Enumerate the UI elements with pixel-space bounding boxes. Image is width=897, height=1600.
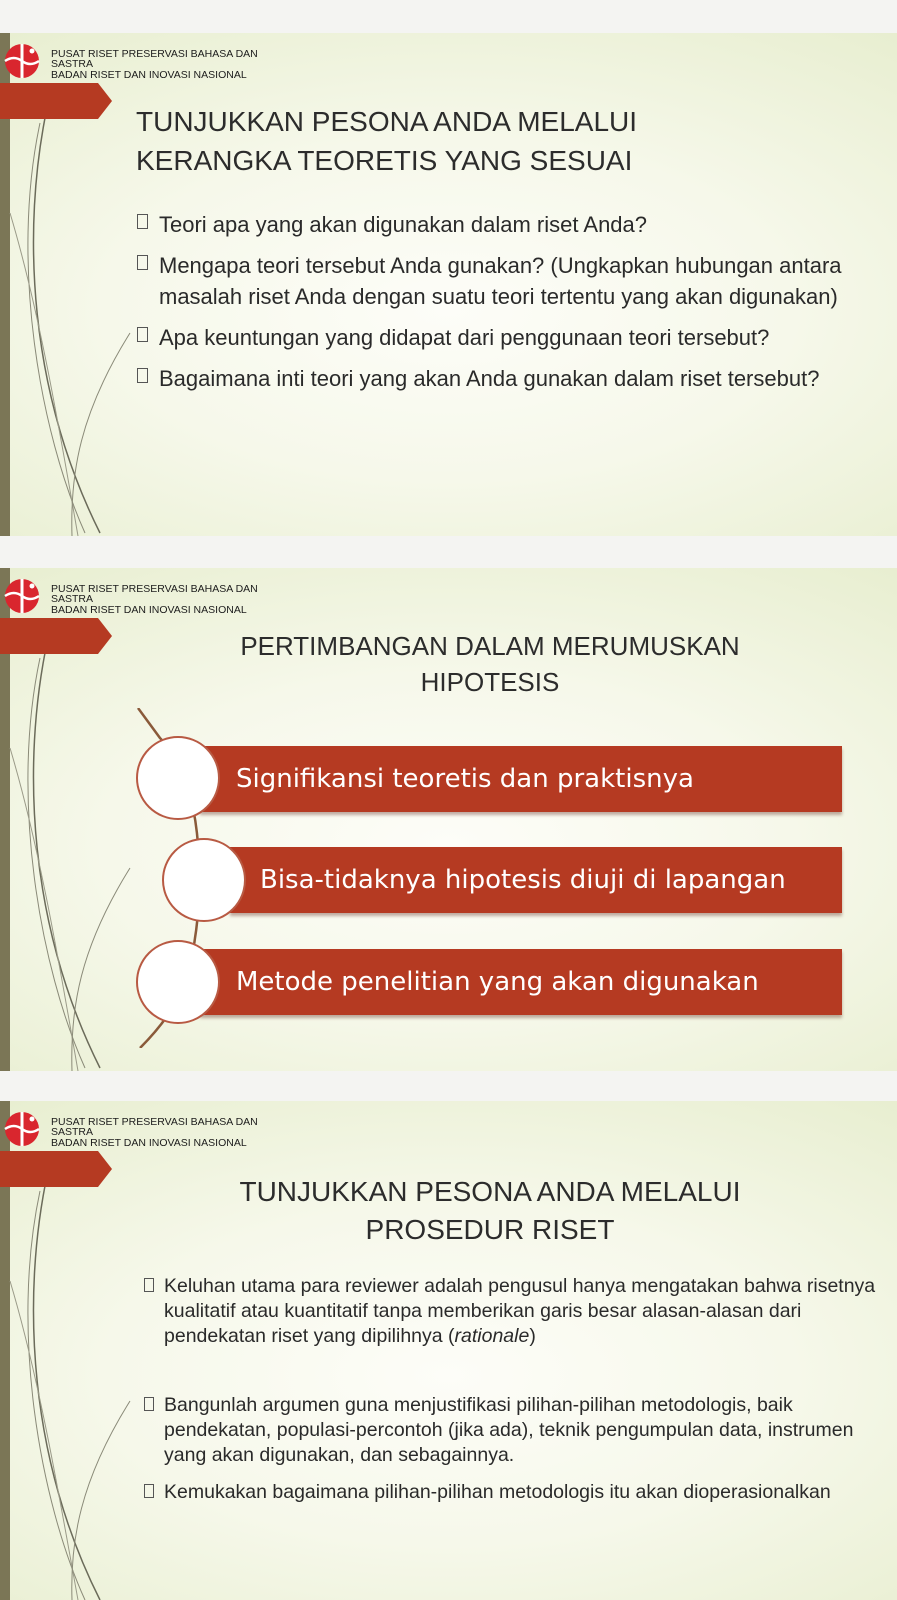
org-line-2: SASTRA [51,593,94,605]
bullet-box-icon [144,1484,154,1498]
org-line-2: SASTRA [51,1126,94,1138]
title-line-2: HIPOTESIS [420,667,560,697]
org-line-3: BADAN RISET DAN INOVASI NASIONAL [51,604,247,616]
consideration-circle-3 [136,940,220,1024]
consideration-bar-3: Metode penelitian yang akan digunakan [200,949,842,1015]
bullet-list [164,1274,884,1517]
organization-header [51,49,291,80]
header-ribbon [0,618,112,654]
consideration-bar-2: Bisa-tidaknya hipotesis diuji di lapangan [230,847,842,913]
bullet-box-icon [144,1278,154,1292]
list-item: Kemukakan bagaimana pilihan-pilihan metodologis itu akan dioperasionalkan [164,1480,884,1505]
bullet-box-icon [137,368,148,383]
slide-title [170,628,810,700]
slide-hypothesis-considerations [0,568,897,1071]
list-item: Keluhan utama para reviewer adalah pengusul hanya mengatakan bahwa risetnya kualitatif atau kuantitatif tanpa memberikan garis besar alasan-alasan dari pendekatan riset yang dipilihnya (rationale) [164,1274,884,1349]
slide-theoretical-framework [0,33,897,536]
org-line-3: BADAN RISET DAN INOVASI NASIONAL [51,69,247,81]
title-line-2: PROSEDUR RISET [365,1214,615,1245]
list-item: Mengapa teori tersebut Anda gunakan? (Ungkapkan hubungan antara masalah riset Anda dengan suatu teori tertentu yang akan digunakan) [159,250,859,312]
bullet-box-icon [144,1397,154,1411]
consideration-bar-1: Signifikansi teoretis dan praktisnya [200,746,842,812]
brin-logo-icon [2,41,42,81]
org-line-1: PUSAT RISET PRESERVASI BAHASA DAN [51,1116,258,1128]
header-ribbon [0,83,112,119]
bullet-list [159,209,859,404]
list-item: Teori apa yang akan digunakan dalam riset Anda? [159,209,859,240]
org-line-3: BADAN RISET DAN INOVASI NASIONAL [51,1137,247,1149]
org-line-1: PUSAT RISET PRESERVASI BAHASA DAN [51,583,258,595]
org-line-2: SASTRA [51,58,94,70]
title-line-1: PERTIMBANGAN DALAM MERUMUSKAN [240,631,740,661]
brin-logo-icon [2,1109,42,1149]
list-item: Bangunlah argumen guna menjustifikasi pilihan-pilihan metodologis, baik pendekatan, populasi-percontoh (jika ada), teknik pengumpulan data, instrumen yang akan digunakan, dan sebagainnya. [164,1393,884,1468]
brin-logo-icon [2,576,42,616]
title-line-2: KERANGKA TEORETIS YANG SESUAI [136,145,633,176]
list-item: Apa keuntungan yang didapat dari penggunaan teori tersebut? [159,322,859,353]
organization-header [51,1117,291,1148]
header-ribbon [0,1151,112,1187]
slide-title [136,102,637,180]
bullet-box-icon [137,214,148,229]
bullet-box-icon [137,327,148,342]
org-line-1: PUSAT RISET PRESERVASI BAHASA DAN [51,48,258,60]
list-item: Bagaimana inti teori yang akan Anda gunakan dalam riset tersebut? [159,363,859,394]
slide-research-procedure [0,1101,897,1600]
title-line-1: TUNJUKKAN PESONA ANDA MELALUI [136,106,638,137]
consideration-circle-1 [136,736,220,820]
consideration-circle-2 [162,838,246,922]
title-line-1: TUNJUKKAN PESONA ANDA MELALUI [239,1176,741,1207]
bullet-box-icon [137,255,148,270]
organization-header [51,584,291,615]
slide-title [170,1173,810,1249]
